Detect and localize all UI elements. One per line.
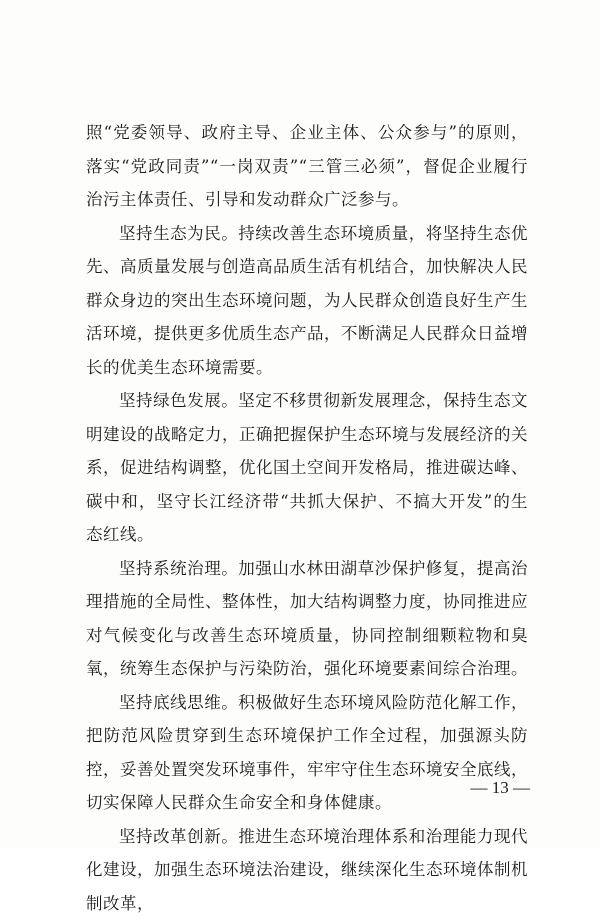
paragraph-ecology-for-people: 坚持生态为民。持续改善生态环境质量，将坚持生态优先、高质量发展与创造高品质生活有机结合，加快解决人民群众身边的突出生态环境问题，为人民群众创造良好生产生活环境，提供更多优质生态产品，不断满足人民群众日益增长的优美生态环境需要。 bbox=[86, 217, 528, 385]
paragraph-bottom-line-thinking: 坚持底线思维。积极做好生态环境风险防范化解工作，把防范风险贯穿到生态环境保护工作全过程，加强源头防控，妥善处置突发环境事件，牢牢守住生态环境安全底线，切实保障人民群众生命安全和身体健康。 bbox=[86, 686, 528, 820]
paragraph-continuation: 照“党委领导、政府主导、企业主体、公众参与”的原则，落实“党政同责”“一岗双责”“三管三必须”，督促企业履行治污主体责任、引导和发动群众广泛参与。 bbox=[86, 116, 528, 217]
paragraph-reform-innovation: 坚持改革创新。推进生态环境治理体系和治理能力现代化建设，加强生态环境法治建设，继续深化生态环境体制机制改革， bbox=[86, 820, 528, 920]
page-number: — 13 — bbox=[440, 778, 530, 798]
paragraph-systematic-governance: 坚持系统治理。加强山水林田湖草沙保护修复，提高治理措施的全局性、整体性，加大结构调整力度，协同推进应对气候变化与改善生态环境质量，协同控制细颗粒物和臭氧，统筹生态保护与污染防治，强化环境要素间综合治理。 bbox=[86, 552, 528, 686]
body-text bbox=[86, 116, 528, 920]
paragraph-green-development: 坚持绿色发展。坚定不移贯彻新发展理念，保持生态文明建设的战略定力，正确把握保护生态环境与发展经济的关系，促进结构调整，优化国土空间开发格局，推进碳达峰、碳中和，坚守长江经济带“共抓大保护、不搞大开发”的生态红线。 bbox=[86, 384, 528, 552]
